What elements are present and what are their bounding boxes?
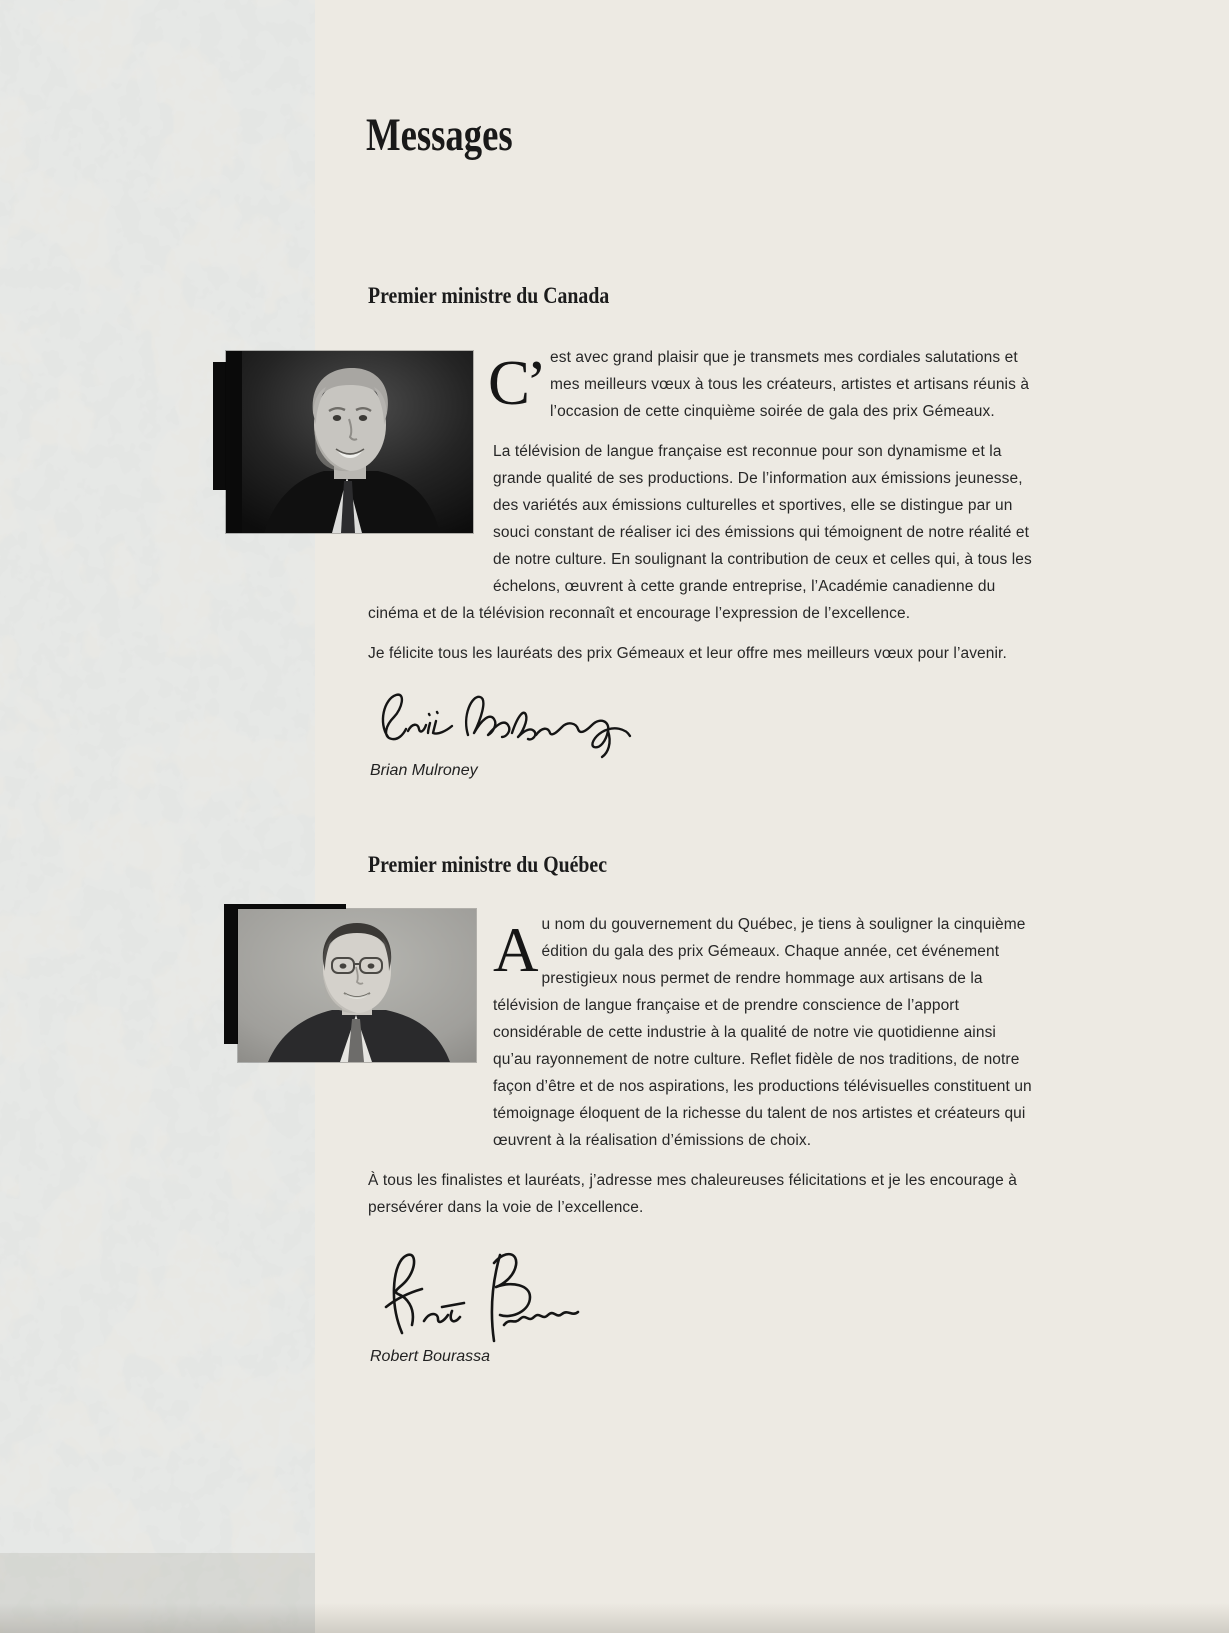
bourassa-photo-shadow-left bbox=[224, 904, 239, 1044]
canada-paragraph-1-text: est avec grand plaisir que je transmets mes cordiales salutations et mes meilleurs vœux à tous les créateurs, artistes et artisans réunis à l’occasion de cette cinquième soirée de gala des prix Gémeaux. bbox=[550, 349, 1030, 420]
canada-signer-caption: Brian Mulroney bbox=[370, 762, 478, 779]
quebec-paragraph-2-text: À tous les finalistes et lauréats, j’adresse mes chaleureuses félicitations et je les encourage à persévérer dans la voie de l’excellence. bbox=[368, 1172, 1017, 1216]
canada-dropcap: C’ bbox=[488, 348, 543, 418]
canada-paragraph-3 bbox=[368, 640, 1035, 667]
marbled-texture-strip bbox=[0, 0, 315, 1633]
photo-wrap-spacer bbox=[368, 438, 493, 574]
quebec-heading-text: Premier ministre du Québec bbox=[368, 852, 607, 877]
canada-heading-text: Premier ministre du Canada bbox=[368, 283, 610, 308]
canada-paragraph-3-text: Je félicite tous les lauréats des prix Gémeaux et leur offre mes meilleurs vœux pour l’avenir. bbox=[368, 645, 1007, 662]
content-column bbox=[368, 284, 1035, 1367]
quebec-paragraph-1-text: u nom du gouvernement du Québec, je tiens à souligner la cinquième édition du gala des prix Gémeaux. Chaque année, cet événement prestigieux nous permet de rendre hommage aux artisans de la télévision de langue française et de prendre conscience de l’apport considérable de cette industrie à la qualité de notre vie quotidienne ainsi qu’au rayonnement de notre culture. Reflet fidèle de nos traditions, de notre façon d’être et de nos aspirations, les productions télévisuelles constituent un témoignage éloquent de la richesse du talent de nos artistes et créateurs qui œuvrent à la réalisation d’émissions de choix. bbox=[493, 916, 1032, 1149]
quebec-signer-caption: Robert Bourassa bbox=[370, 1348, 491, 1365]
canada-paragraph-2-text: La télévision de langue française est reconnue pour son dynamisme et la grande qualité de ses productions. De l’information aux émissions jeunesse, des variétés aux émissions culturelles et sportives, elle se distingue par un souci constant de réaliser ici des émissions qui témoignent de notre réalité et de notre culture. En soulignant la contribution de ceux et celles qui, à tous les échelons, œuvrent à cette grande entreprise, l’Académie canadienne du cinéma et de la télévision reconnaît et encourage l’expression de l’excellence. bbox=[368, 443, 1032, 622]
quebec-paragraph-2 bbox=[368, 1167, 1035, 1221]
page-title-text: Messages bbox=[366, 109, 513, 161]
quebec-dropcap: A bbox=[493, 915, 535, 985]
canada-section-heading bbox=[368, 284, 1035, 308]
quebec-section-heading bbox=[368, 853, 1035, 877]
quebec-paragraph-1 bbox=[493, 911, 1035, 1154]
brian-mulroney-signature bbox=[372, 679, 642, 759]
page-title bbox=[366, 108, 554, 162]
page-bottom-shadow bbox=[0, 1603, 1229, 1633]
robert-bourassa-signature bbox=[372, 1233, 592, 1345]
canada-paragraph-1 bbox=[488, 344, 1035, 425]
canada-paragraph-2 bbox=[368, 438, 1035, 627]
